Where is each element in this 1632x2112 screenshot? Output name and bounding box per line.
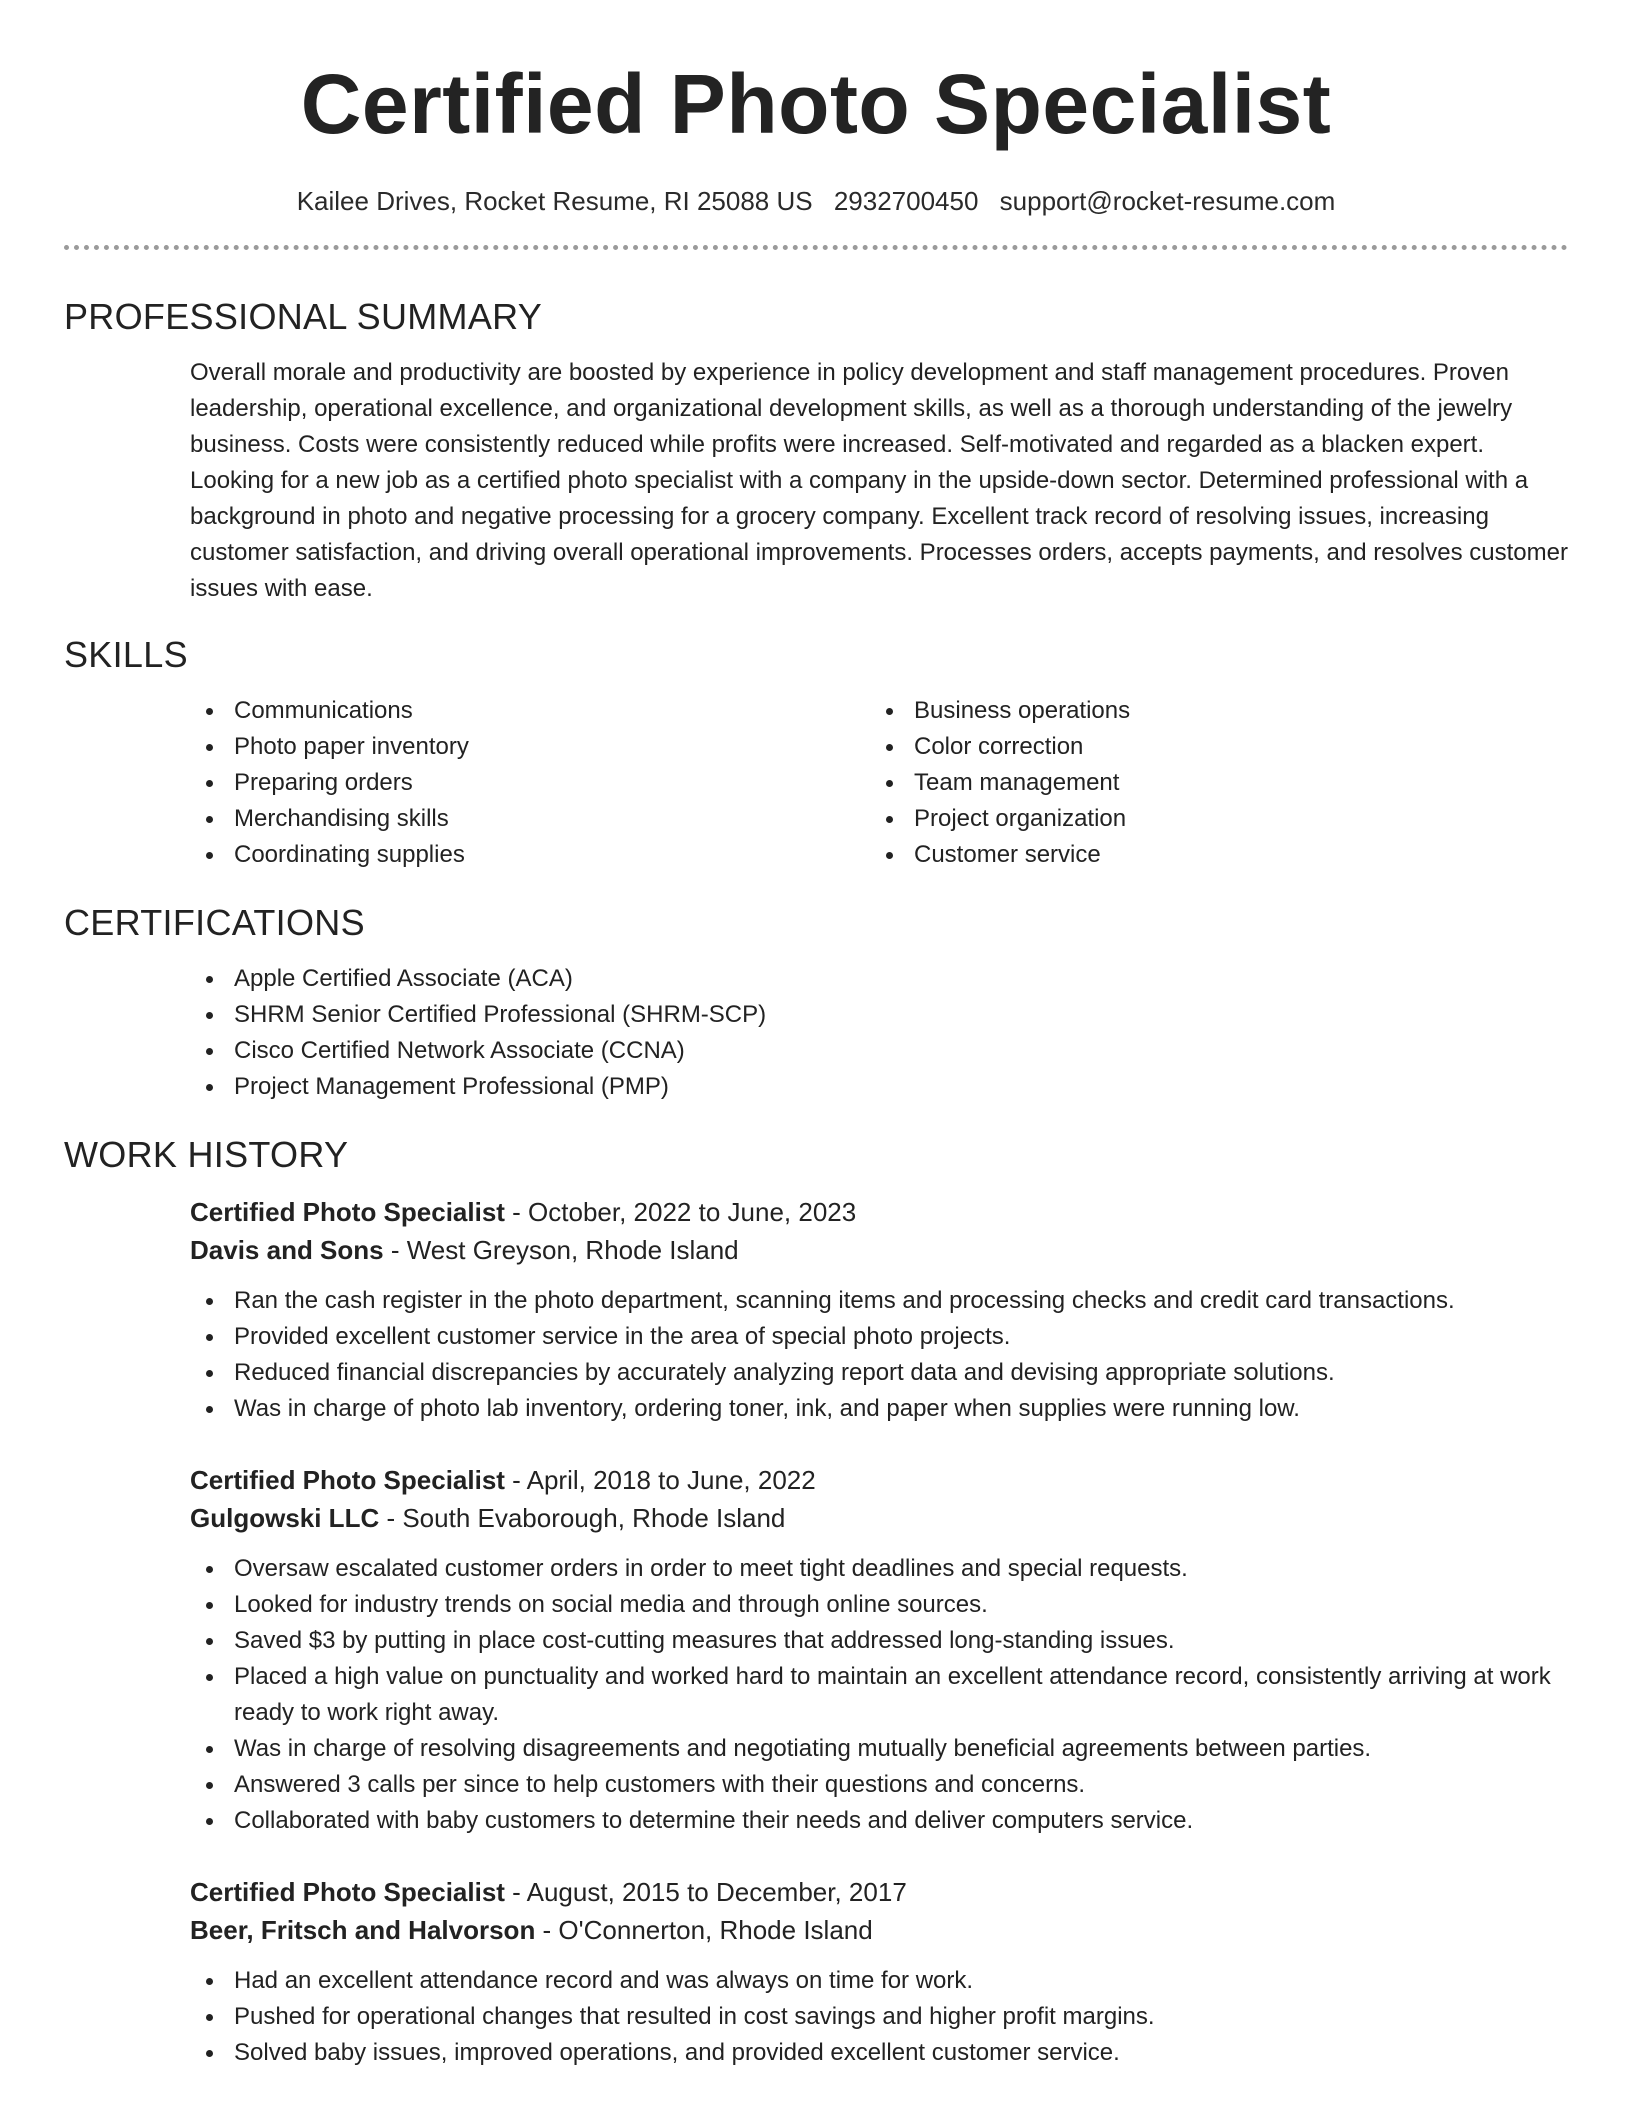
- certifications-list: [64, 961, 1568, 1105]
- job-company: Davis and Sons: [190, 1235, 384, 1265]
- skill-item: Coordinating supplies: [190, 837, 870, 873]
- certification-item: Cisco Certified Network Associate (CCNA): [190, 1033, 1568, 1069]
- skill-item: Team management: [870, 765, 1550, 801]
- job-entry: [64, 1461, 1568, 1839]
- job-title-line: [190, 1873, 1568, 1911]
- job-bullet: Pushed for operational changes that resulted in cost savings and higher profit margins.: [190, 1999, 1568, 2035]
- job-bullet: Had an excellent attendance record and was always on time for work.: [190, 1963, 1568, 1999]
- job-company-line: [190, 1499, 1568, 1537]
- skill-item: Preparing orders: [190, 765, 870, 801]
- job-bullet: Answered 3 calls per since to help customers with their questions and concerns.: [190, 1767, 1568, 1803]
- job-bullet-list: [190, 1963, 1568, 2071]
- job-location: - O'Connerton, Rhode Island: [535, 1915, 873, 1945]
- job-location: - South Evaborough, Rhode Island: [379, 1503, 786, 1533]
- candidate-title: Certified Photo Specialist: [300, 57, 1332, 151]
- job-bullet: Reduced financial discrepancies by accurately analyzing report data and devising appropriate solutions.: [190, 1355, 1568, 1391]
- professional-summary-section: [64, 295, 1568, 607]
- job-bullet: Placed a high value on punctuality and worked hard to maintain an excellent attendance record, consistently arriving at work ready to work right away.: [190, 1659, 1568, 1731]
- summary-heading: PROFESSIONAL SUMMARY: [64, 296, 543, 337]
- job-bullet: Provided excellent customer service in the area of special photo projects.: [190, 1319, 1568, 1355]
- job-title-line: [190, 1461, 1568, 1499]
- skill-item: Merchandising skills: [190, 801, 870, 837]
- skills-heading: SKILLS: [64, 634, 188, 675]
- job-bullet: Was in charge of photo lab inventory, ordering toner, ink, and paper when supplies were running low.: [190, 1391, 1568, 1427]
- job-role: Certified Photo Specialist: [190, 1197, 505, 1227]
- contact-phone: 2932700450: [833, 186, 979, 216]
- job-role: Certified Photo Specialist: [190, 1465, 505, 1495]
- job-bullet: Ran the cash register in the photo department, scanning items and processing checks and credit card transactions.: [190, 1283, 1568, 1319]
- skill-item: Color correction: [870, 729, 1550, 765]
- skills-left-column: [190, 693, 870, 873]
- certification-item: Project Management Professional (PMP): [190, 1069, 1568, 1105]
- skill-item: Business operations: [870, 693, 1550, 729]
- job-company: Gulgowski LLC: [190, 1503, 380, 1533]
- job-bullet: Was in charge of resolving disagreements and negotiating mutually beneficial agreements between parties.: [190, 1731, 1568, 1767]
- certifications-heading: CERTIFICATIONS: [64, 902, 365, 943]
- work-history-section: [64, 1133, 1568, 2071]
- job-entry: [64, 1193, 1568, 1427]
- skill-item: Photo paper inventory: [190, 729, 870, 765]
- job-dates: - April, 2018 to June, 2022: [504, 1465, 816, 1495]
- header-divider: [64, 245, 1568, 250]
- job-dates: - October, 2022 to June, 2023: [504, 1197, 857, 1227]
- job-company: Beer, Fritsch and Halvorson: [190, 1915, 536, 1945]
- job-company-line: [190, 1911, 1568, 1949]
- certification-item: Apple Certified Associate (ACA): [190, 961, 1568, 997]
- job-bullet: Saved $3 by putting in place cost-cutting measures that addressed long-standing issues.: [190, 1623, 1568, 1659]
- summary-text: Overall morale and productivity are boosted by experience in policy development and staff management procedures. Proven leadership, operational excellence, and organizational development skills, as well as a thorough understanding of the jewelry business. Costs were consistently reduced while profits were increased. Self-motivated and regarded as a blacken expert. Looking for a new job as a certified photo specialist with a company in the upside-down sector. Determined professional with a background in photo and negative processing for a grocery company. Excellent track record of resolving issues, increasing customer satisfaction, and driving overall operational improvements. Processes orders, accepts payments, and resolves customer issues with ease.: [190, 359, 1568, 602]
- job-entry: [64, 1873, 1568, 2071]
- skill-item: Project organization: [870, 801, 1550, 837]
- contact-line: [64, 185, 1568, 217]
- job-bullet-list: [190, 1283, 1568, 1427]
- job-bullet: Looked for industry trends on social media and through online sources.: [190, 1587, 1568, 1623]
- resume-header: [64, 0, 1568, 217]
- contact-email: support@rocket-resume.com: [999, 186, 1336, 216]
- job-dates: - August, 2015 to December, 2017: [504, 1877, 907, 1907]
- job-bullet: Solved baby issues, improved operations, and provided excellent customer service.: [190, 2035, 1568, 2071]
- job-company-line: [190, 1231, 1568, 1269]
- skill-item: Customer service: [870, 837, 1550, 873]
- contact-address: Kailee Drives, Rocket Resume, RI 25088 US: [296, 186, 813, 216]
- skills-right-column: [870, 693, 1550, 873]
- job-title-line: [190, 1193, 1568, 1231]
- certifications-section: [64, 901, 1568, 1105]
- job-bullet-list: [190, 1551, 1568, 1839]
- skill-item: Communications: [190, 693, 870, 729]
- skills-section: [64, 633, 1568, 873]
- certification-item: SHRM Senior Certified Professional (SHRM-SCP): [190, 997, 1568, 1033]
- job-location: - West Greyson, Rhode Island: [383, 1235, 739, 1265]
- job-role: Certified Photo Specialist: [190, 1877, 505, 1907]
- job-bullet: Collaborated with baby customers to determine their needs and deliver computers service.: [190, 1803, 1568, 1839]
- job-bullet: Oversaw escalated customer orders in order to meet tight deadlines and special requests.: [190, 1551, 1568, 1587]
- skills-grid: [64, 693, 1568, 873]
- work-history-heading: WORK HISTORY: [64, 1134, 349, 1175]
